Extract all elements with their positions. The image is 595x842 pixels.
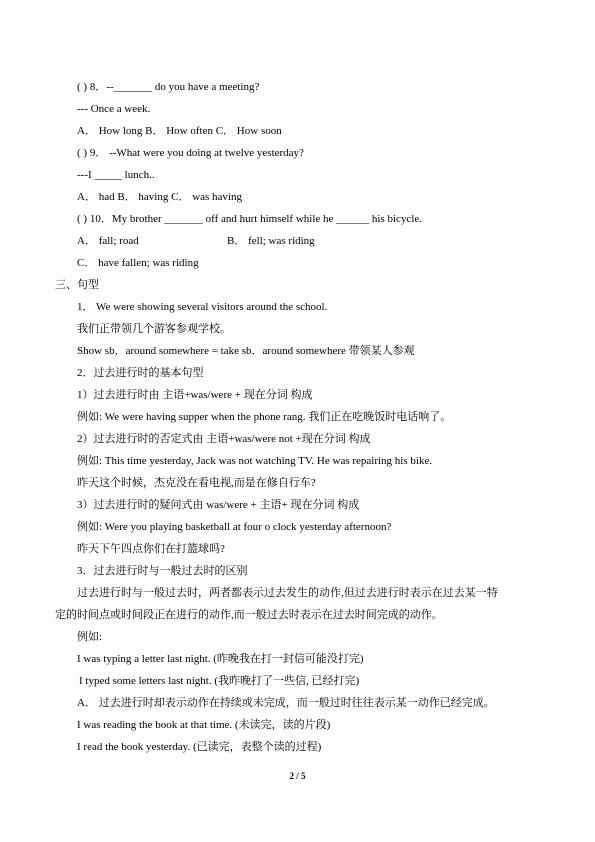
rule-2-translation: 昨天这个时候，杰克没在看电视,而是在修自行车?: [77, 477, 316, 489]
rule-3-translation: 昨天下午四点你们在打篮球吗?: [77, 543, 225, 555]
rule-2: 2）过去进行时的否定式由 主语+was/were not +现在分词 构成: [77, 433, 371, 445]
question-10-option-c: C． have fallen; was riding: [77, 257, 199, 269]
point-1: 1． We were showing several visitors around the school.: [77, 301, 328, 313]
question-10: ( ) 10．My brother _______ off and hurt himself while he ______ his bicycle.: [77, 213, 423, 225]
question-10-option-b: B． fell; was riding: [227, 235, 315, 247]
question-9-options: A． had B． having C． was having: [77, 191, 242, 203]
question-10-option-a: A． fall; road: [77, 235, 139, 247]
comparison-note-a: A． 过去进行时却表示动作在持续或未完成，而一般过时往往表示某一动作已经完成。: [77, 697, 495, 709]
page-number: 2 / 5: [289, 771, 306, 781]
point-1-translation: 我们正带领几个游客参观学校。: [77, 323, 231, 335]
question-8-options: A． How long B． How often C． How soon: [77, 125, 282, 137]
question-8: ( ) 8．--_______ do you have a meeting?: [77, 81, 260, 93]
section-heading-sentence-patterns: 三、句型: [55, 279, 99, 291]
examples-label: 例如:: [77, 631, 103, 643]
point-2-heading: 2．过去进行时的基本句型: [77, 367, 204, 379]
example-reading-continuous: I was reading the book at that time. (未读完，读的片段): [77, 719, 331, 731]
question-9: ( ) 9． --What were you doing at twelve yesterday?: [77, 147, 304, 159]
rule-3-example: 例如: Were you playing basketball at four o clock yesterday afternoon?: [77, 521, 392, 533]
comparison-paragraph-line-1: 过去进行时与一般过去时，两者都表示过去发生的动作,但过去进行时表示在过去某一特: [77, 587, 498, 599]
example-typing-continuous: I was typing a letter last night. (昨晚我在打一封信可能没打完): [77, 653, 364, 665]
comparison-paragraph-line-2: 定的时间点或时间段正在进行的动作,而一般过去时表示在过去时间完成的动作。: [55, 609, 443, 621]
point-3-heading: 3．过去进行时与一般过去时的区别: [77, 565, 248, 577]
rule-1: 1）过去进行时由 主语+was/were + 现在分词 构成: [77, 389, 313, 401]
example-typing-simple: I typed some letters last night. (我昨晚打了一些信, 已经打完): [79, 675, 360, 687]
point-1-note: Show sb．around somewhere = take sb．around somewhere 带领某人参观: [77, 345, 415, 357]
question-9-answer-line: ---I _____ lunch..: [77, 169, 155, 181]
rule-3: 3）过去进行时的疑问式由 was/were + 主语+ 现在分词 构成: [77, 499, 360, 511]
rule-2-example: 例如: This time yesterday, Jack was not watching TV. He was repairing his bike.: [77, 455, 433, 467]
example-reading-simple: I read the book yesterday. (已读完，表整个读的过程): [77, 741, 322, 753]
rule-1-example: 例如: We were having supper when the phone rang. 我们正在吃晚饭时电话响了。: [77, 411, 452, 423]
question-8-answer-line: --- Once a week.: [77, 103, 151, 115]
